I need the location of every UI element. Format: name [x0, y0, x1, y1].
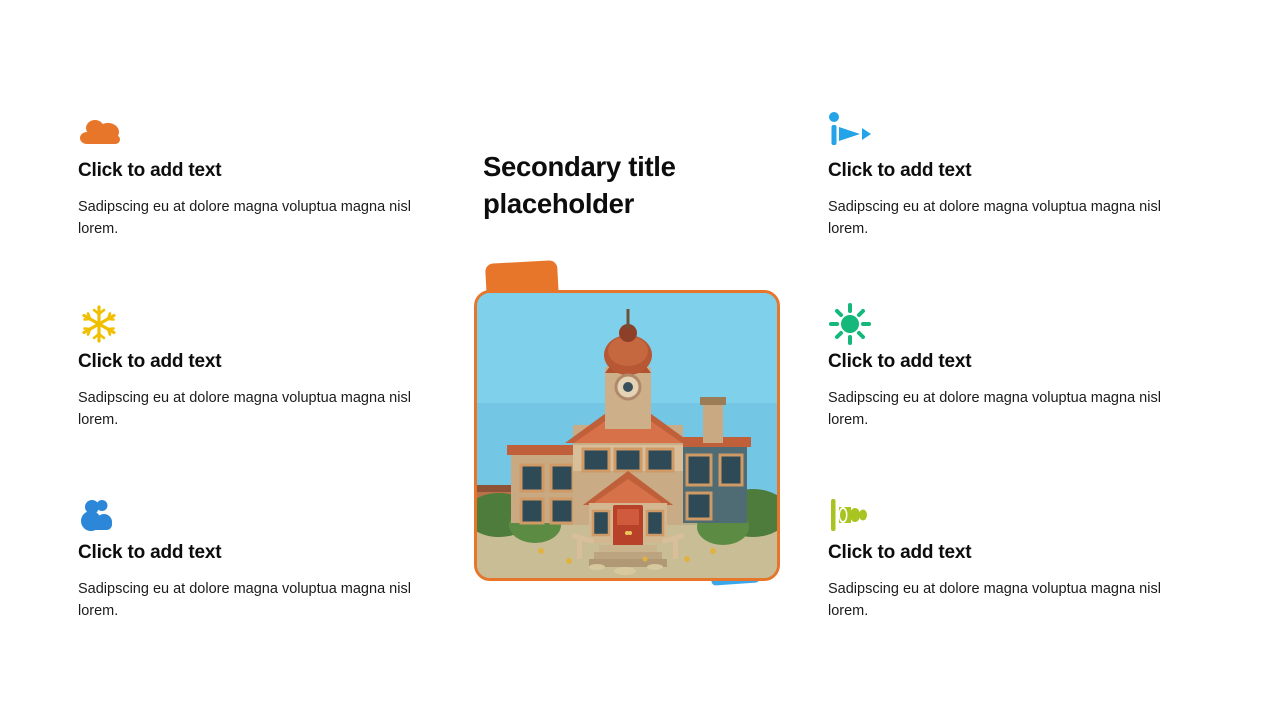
- snowflake-icon: [78, 303, 450, 345]
- feature-title: Click to add text: [78, 160, 222, 181]
- windsock-icon: [828, 494, 1200, 536]
- center-title-block: [483, 148, 783, 222]
- feature-item[interactable]: [78, 112, 450, 240]
- feature-body: Sadipscing eu at dolore magna voluptua magna nisl lorem.: [78, 389, 411, 428]
- feature-title: Click to add text: [78, 541, 222, 563]
- feature-item[interactable]: [828, 112, 1200, 240]
- pennant-flag-icon: [828, 112, 1200, 154]
- feature-item[interactable]: [828, 494, 1200, 622]
- feature-title: Click to add text: [828, 541, 972, 563]
- feature-item[interactable]: [78, 494, 450, 622]
- feature-title: Click to add text: [78, 350, 222, 372]
- center-image-block[interactable]: [473, 262, 785, 582]
- feature-item[interactable]: [78, 303, 450, 431]
- feature-body: Sadipscing eu at dolore magna voluptua magna nisl lorem.: [828, 580, 1161, 619]
- clouds-icon: [78, 494, 450, 536]
- house-illustration-image: [477, 293, 777, 578]
- feature-body: Sadipscing eu at dolore magna voluptua magna nisl lorem.: [78, 198, 411, 237]
- cloud-icon: [78, 112, 450, 154]
- feature-title: Click to add text: [828, 350, 972, 372]
- feature-body: Sadipscing eu at dolore magna voluptua magna nisl lorem.: [78, 580, 411, 619]
- left-feature-column: [78, 112, 450, 622]
- feature-title: Click to add text: [828, 160, 972, 181]
- image-frame[interactable]: [474, 290, 780, 581]
- feature-item[interactable]: [828, 303, 1200, 431]
- feature-body: Sadipscing eu at dolore magna voluptua magna nisl lorem.: [828, 198, 1161, 237]
- page-title: Secondary title placeholder: [483, 151, 676, 220]
- right-feature-column: [828, 112, 1200, 622]
- feature-body: Sadipscing eu at dolore magna voluptua magna nisl lorem.: [828, 389, 1161, 428]
- sun-rays-icon: [828, 303, 1200, 345]
